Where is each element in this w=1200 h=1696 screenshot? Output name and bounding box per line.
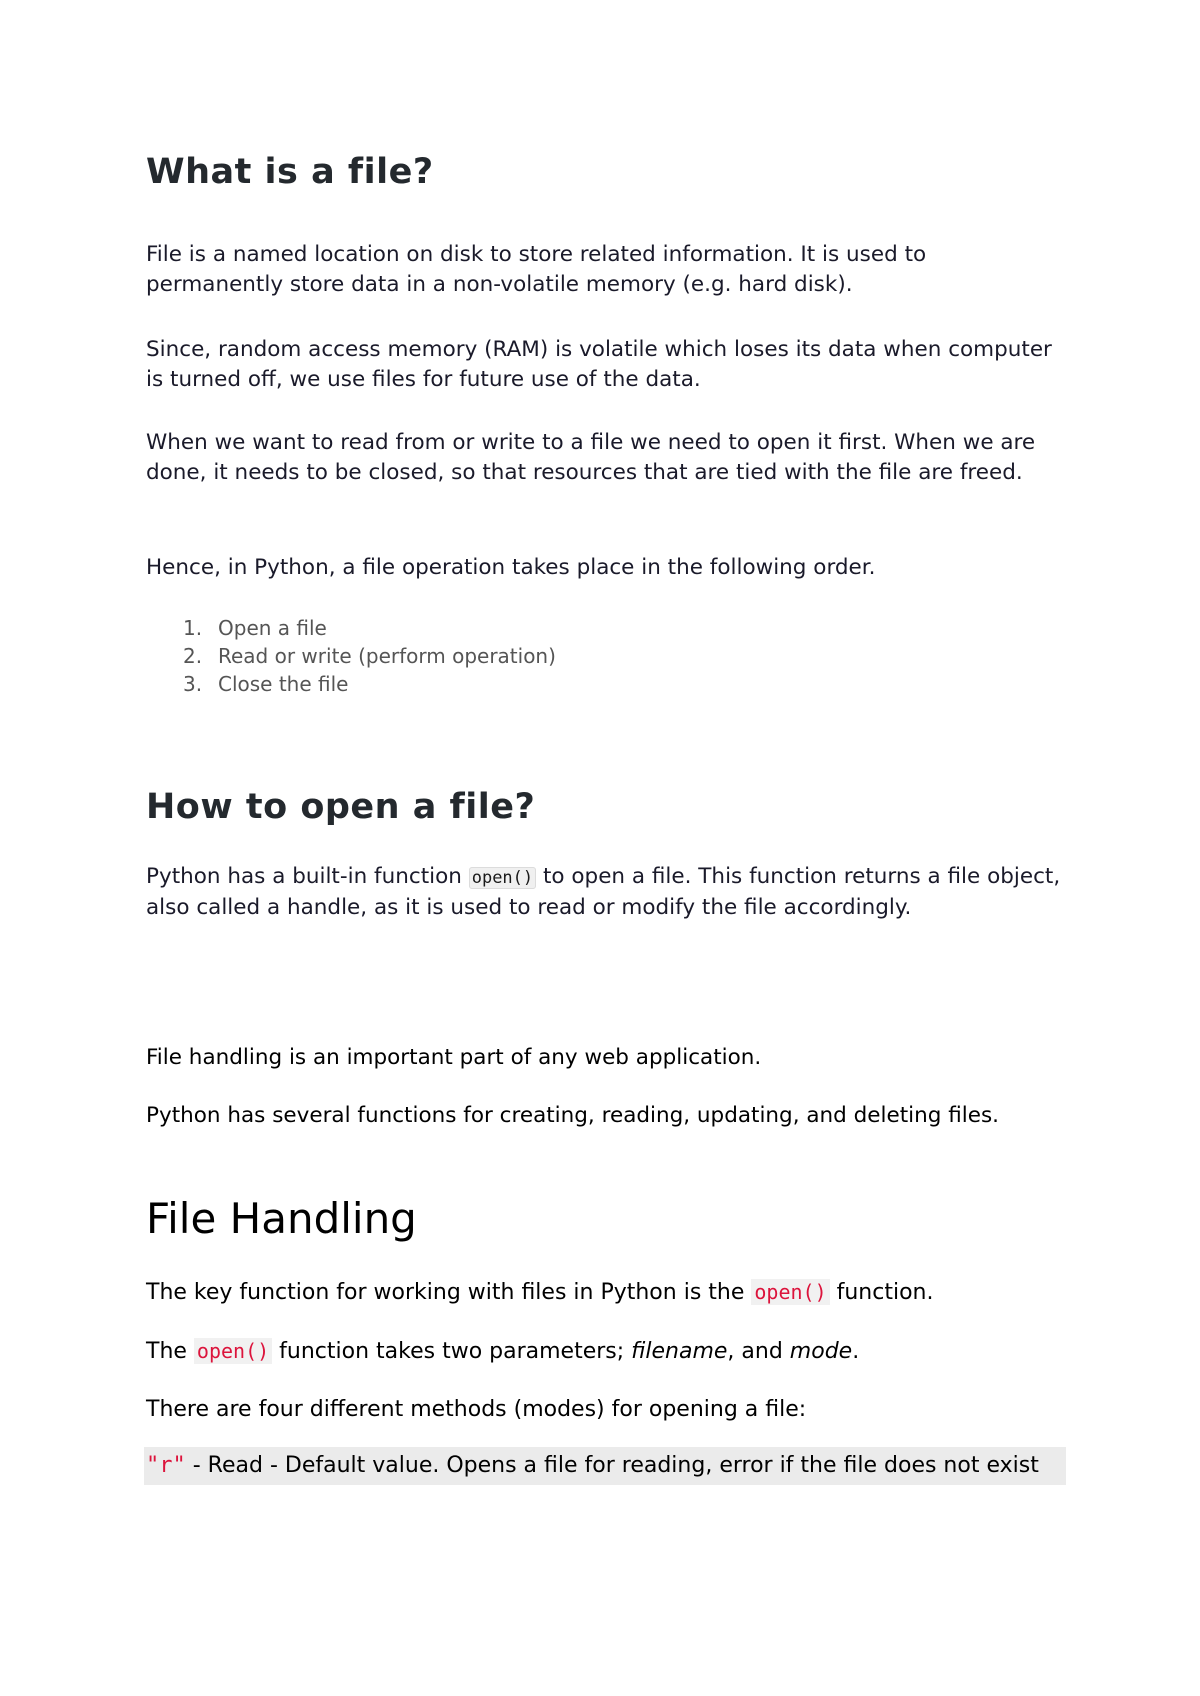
paragraph-operation-order: Hence, in Python, a file operation takes place in the following order. xyxy=(146,555,876,580)
list-item-text: Open a file xyxy=(218,616,327,640)
list-item xyxy=(146,642,556,670)
paragraph-four-modes: There are four different methods (modes) for opening a file: xyxy=(146,1397,807,1422)
heading-what-is-a-file: What is a file? xyxy=(146,152,434,192)
paragraph-file-handling-important: File handling is an important part of any web application. xyxy=(146,1045,762,1070)
paragraph-open-function: Python has a built-in function open() to open a file. This function returns a file object, also called a handle, as it is used to read or modify the file accordingly. xyxy=(146,864,1061,920)
paragraph-file-definition: File is a named location on disk to store related information. It is used to permanently store data in a non-volatile memory (e.g. hard disk). xyxy=(146,242,927,297)
heading-how-to-open: How to open a file? xyxy=(146,787,536,827)
inline-code-open: open() xyxy=(194,1338,272,1364)
mode-r-note xyxy=(144,1447,1066,1485)
list-item-number: 1. xyxy=(183,616,203,640)
list-item-number: 2. xyxy=(183,644,203,668)
mode-r-description: - Read - Default value. Opens a file for reading, error if the file does not exist xyxy=(185,1453,1039,1478)
list-item-text: Read or write (perform operation) xyxy=(218,644,556,668)
list-item-number: 3. xyxy=(183,672,203,696)
list-item xyxy=(146,614,556,642)
list-item-text: Close the file xyxy=(218,672,349,696)
paragraph-python-functions: Python has several functions for creating, reading, updating, and deleting files. xyxy=(146,1103,1000,1128)
inline-code-open: open() xyxy=(751,1279,829,1305)
heading-file-handling: File Handling xyxy=(146,1194,417,1243)
list-item xyxy=(146,670,556,698)
inline-code-open: open() xyxy=(469,867,536,889)
paragraph-key-function: The key function for working with files in Python is the open() function. xyxy=(146,1280,934,1305)
paragraph-open-close: When we want to read from or write to a file we need to open it first. When we are done, it needs to be closed, so that resources that are tied with the file are freed. xyxy=(146,430,1036,485)
file-operation-steps xyxy=(146,614,556,698)
mode-r-key: "r" xyxy=(146,1453,186,1478)
paragraph-ram-volatile: Since, random access memory (RAM) is volatile which loses its data when computer is turned off, we use files for future use of the data. xyxy=(146,337,1052,392)
paragraph-open-parameters: The open() function takes two parameters; filename, and mode. xyxy=(146,1339,860,1364)
